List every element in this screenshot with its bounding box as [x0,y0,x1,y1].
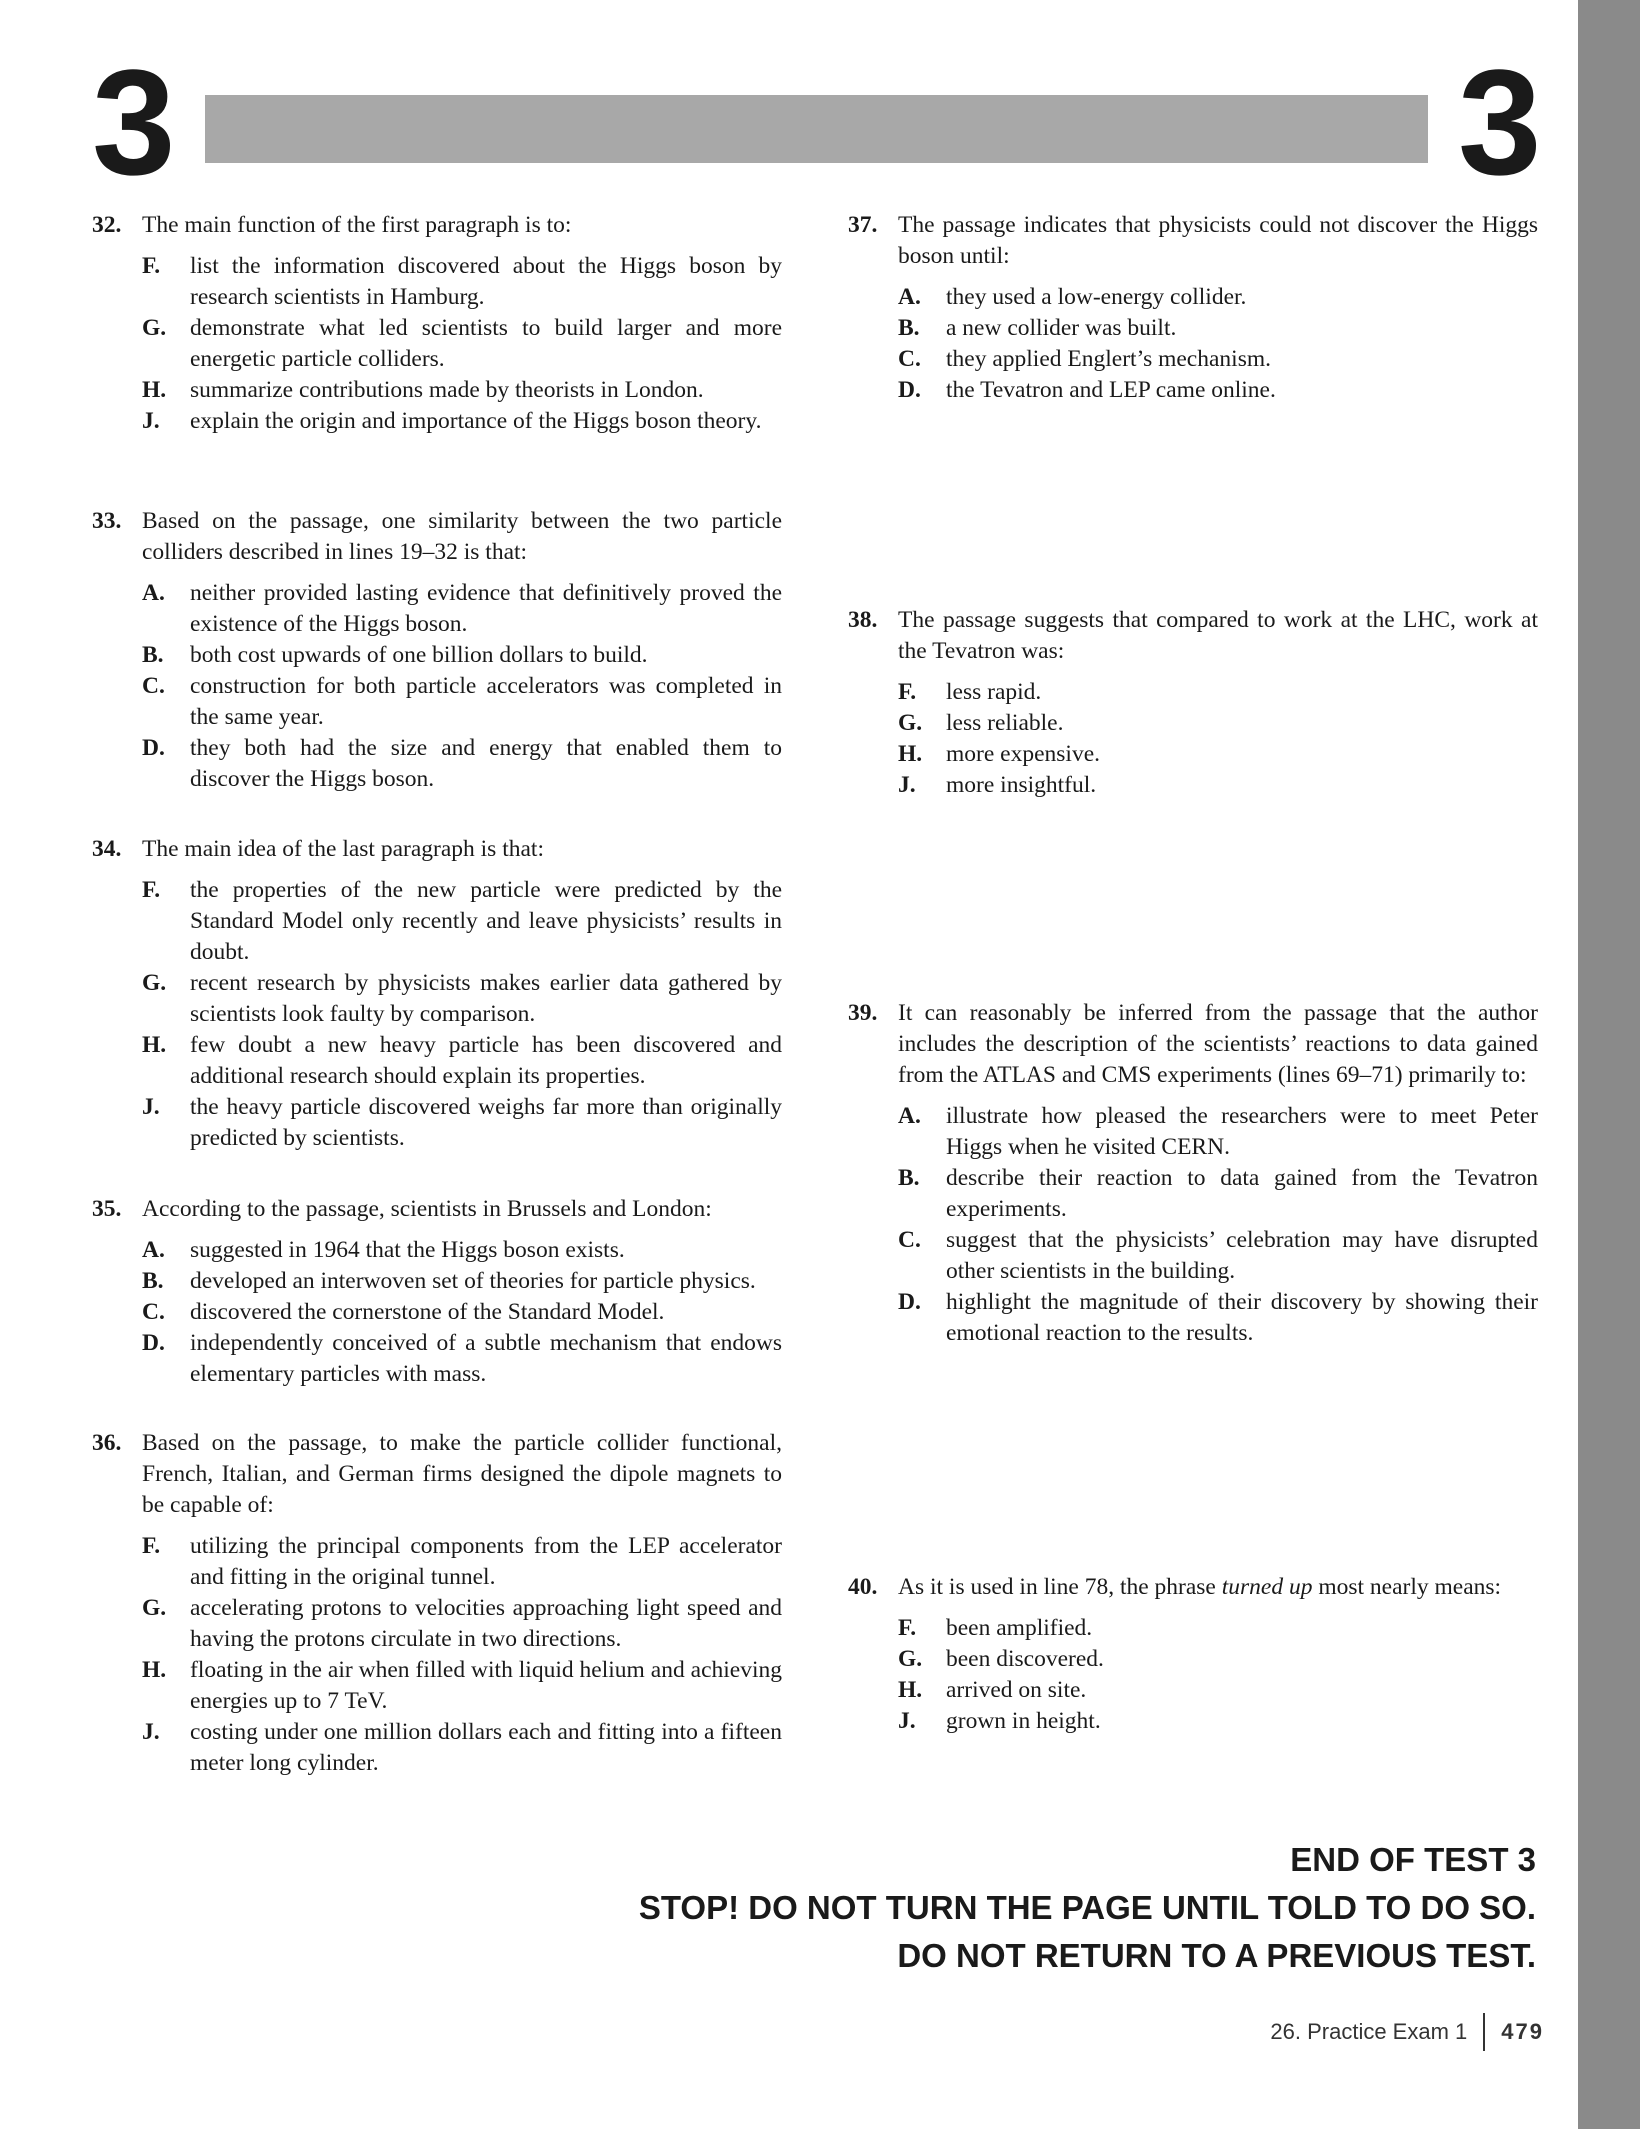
option-text: suggest that the physicists’ celebration may have disrupted other scientists in the building. [946,1227,1538,1284]
end-line-1: END OF TEST 3 [1290,1841,1536,1878]
option-letter: B. [898,315,920,341]
question-37 [848,210,1538,406]
end-line-3: DO NOT RETURN TO A PREVIOUS TEST. [897,1937,1536,1974]
question-stem [92,1428,782,1521]
option-a[interactable] [142,578,782,640]
option-text: a new collider was built. [946,315,1177,341]
options-list [848,282,1538,406]
option-d[interactable] [142,1328,782,1390]
question-number: 39. [848,1000,878,1026]
question-stem [848,1572,1538,1603]
question-text: Based on the passage, to make the particle collider functional, French, Italian, and German firms designed the dipole magnets to be capable of: [142,1430,782,1518]
option-g[interactable] [142,1593,782,1655]
question-text-before: As it is used in line 78, the phrase [898,1574,1222,1600]
option-text: they applied Englert’s mechanism. [946,346,1271,372]
option-text: the Tevatron and LEP came online. [946,377,1276,403]
option-text: explain the origin and importance of the Higgs boson theory. [190,408,762,434]
option-f[interactable] [142,1531,782,1593]
question-35 [92,1194,782,1390]
end-line-2: STOP! DO NOT TURN THE PAGE UNTIL TOLD TO DO SO. [638,1889,1536,1926]
option-letter: B. [898,1165,920,1191]
option-text: costing under one million dollars each and fitting into a fifteen meter long cylinder. [190,1719,782,1776]
option-letter: J. [142,408,160,434]
option-letter: D. [898,377,921,403]
option-letter: H. [142,377,167,403]
option-h[interactable] [142,1655,782,1717]
option-letter: A. [898,1103,921,1129]
option-letter: J. [142,1719,160,1745]
options-list [92,251,782,437]
option-text: describe their reaction to data gained from the Tevatron experiments. [946,1165,1538,1222]
question-39 [848,998,1538,1349]
option-f[interactable] [142,251,782,313]
page-edge-bar [1578,0,1640,2129]
options-list [92,1531,782,1779]
option-letter: G. [898,710,923,736]
option-letter: C. [142,673,165,699]
option-text: recent research by physicists makes earlier data gathered by scientists look faulty by comparison. [190,970,782,1027]
option-letter: G. [898,1646,923,1672]
option-text: more insightful. [946,772,1097,798]
option-letter: H. [898,1677,923,1703]
question-number: 38. [848,607,878,633]
option-g[interactable] [142,968,782,1030]
question-number: 37. [848,212,878,238]
option-c[interactable] [142,1297,782,1328]
question-phrase-italic: turned up [1221,1574,1313,1600]
option-letter: A. [898,284,921,310]
option-a[interactable] [898,282,1538,313]
option-text: the heavy particle discovered weighs far more than originally predicted by scientists. [190,1094,782,1151]
question-36 [92,1428,782,1779]
question-number: 33. [92,508,122,534]
question-number: 35. [92,1196,122,1222]
question-stem [848,210,1538,272]
option-letter: A. [142,1237,165,1263]
question-33 [92,506,782,795]
option-text: grown in height. [946,1708,1101,1734]
option-c[interactable] [898,344,1538,375]
question-number: 32. [92,212,122,238]
option-text: more expensive. [946,741,1101,767]
option-letter: H. [142,1657,167,1683]
option-text: less rapid. [946,679,1042,705]
option-letter: G. [142,315,167,341]
option-a[interactable] [142,1235,782,1266]
question-32 [92,210,782,437]
question-text: The passage suggests that compared to work at the LHC, work at the Tevatron was: [898,607,1538,664]
question-text: The main function of the first paragraph is to: [142,212,572,238]
question-text: It can reasonably be inferred from the passage that the author includes the description of the scientists’ reactions to data gained from the ATLAS and CMS experiments (lines 69–71) primarily to: [898,1000,1538,1088]
end-of-test-notice [536,1836,1536,1980]
option-b[interactable] [898,1163,1538,1225]
option-d[interactable] [898,375,1538,406]
option-letter: J. [142,1094,160,1120]
question-38 [848,605,1538,801]
question-stem [92,210,782,241]
option-text: demonstrate what led scientists to build larger and more energetic particle colliders. [190,315,782,372]
page-footer [1270,2012,1544,2052]
option-letter: G. [142,970,167,996]
option-letter: J. [898,1708,916,1734]
option-letter: D. [142,735,165,761]
options-list [92,578,782,795]
option-j[interactable] [898,770,1538,801]
footer-divider [1483,2013,1485,2051]
option-letter: D. [142,1330,165,1356]
option-g[interactable] [898,1644,1538,1675]
option-f[interactable] [142,875,782,968]
question-text: Based on the passage, one similarity between the two particle colliders described in lines 19–32 is that: [142,508,782,565]
option-text: utilizing the principal components from the LEP accelerator and fitting in the original tunnel. [190,1533,782,1590]
question-stem [848,998,1538,1091]
question-text: The passage indicates that physicists could not discover the Higgs boson until: [898,212,1538,269]
option-letter: D. [898,1289,921,1315]
option-letter: F. [142,1533,161,1559]
option-text: they used a low-energy collider. [946,284,1247,310]
option-letter: F. [142,877,161,903]
option-letter: C. [142,1299,165,1325]
question-number: 40. [848,1574,878,1600]
option-text: highlight the magnitude of their discovery by showing their emotional reaction to the results. [946,1289,1538,1346]
option-text: few doubt a new heavy particle has been discovered and additional research should explain its properties. [190,1032,782,1089]
question-stem [92,1194,782,1225]
options-list [92,1235,782,1390]
option-letter: H. [142,1032,167,1058]
question-text: According to the passage, scientists in Brussels and London: [142,1196,712,1222]
option-letter: J. [898,772,916,798]
question-stem [92,506,782,568]
question-34 [92,834,782,1154]
option-f[interactable] [898,677,1538,708]
option-c[interactable] [142,671,782,733]
options-list [848,1613,1538,1737]
section-number-left: 3 [92,38,174,206]
option-letter: C. [898,1227,921,1253]
option-h[interactable] [898,1675,1538,1706]
question-number: 34. [92,836,122,862]
option-text: suggested in 1964 that the Higgs boson exists. [190,1237,625,1263]
option-text: list the information discovered about the Higgs boson by research scientists in Hamburg. [190,253,782,310]
option-j[interactable] [142,1092,782,1154]
option-text: the properties of the new particle were predicted by the Standard Model only recently and leave physicists’ results in doubt. [190,877,782,965]
option-f[interactable] [898,1613,1538,1644]
option-h[interactable] [142,1030,782,1092]
section-number-right: 3 [1458,38,1540,206]
option-letter: F. [898,1615,917,1641]
option-g[interactable] [898,708,1538,739]
option-g[interactable] [142,313,782,375]
option-d[interactable] [898,1287,1538,1349]
option-letter: F. [142,253,161,279]
footer-chapter: 26. Practice Exam 1 [1270,2019,1468,2044]
option-text: they both had the size and energy that enabled them to discover the Higgs boson. [190,735,782,792]
option-text: neither provided lasting evidence that definitively proved the existence of the Higgs boson. [190,580,782,637]
question-text-after: most nearly means: [1312,1574,1502,1600]
option-text: been discovered. [946,1646,1104,1672]
option-text: independently conceived of a subtle mechanism that endows elementary particles with mass. [190,1330,782,1387]
option-text: construction for both particle accelerators was completed in the same year. [190,673,782,730]
option-b[interactable] [142,640,782,671]
option-letter: A. [142,580,165,606]
question-stem [92,834,782,865]
question-number: 36. [92,1430,122,1456]
option-letter: B. [142,1268,164,1294]
option-j[interactable] [142,406,782,437]
option-text: been amplified. [946,1615,1093,1641]
option-letter: C. [898,346,921,372]
option-text: developed an interwoven set of theories for particle physics. [190,1268,756,1294]
option-text: summarize contributions made by theorists in London. [190,377,704,403]
page-number: 479 [1501,2019,1544,2044]
option-letter: G. [142,1595,167,1621]
option-a[interactable] [898,1101,1538,1163]
option-j[interactable] [898,1706,1538,1737]
question-stem [848,605,1538,667]
option-c[interactable] [898,1225,1538,1287]
option-letter: B. [142,642,164,668]
options-list [92,875,782,1154]
option-d[interactable] [142,733,782,795]
option-b[interactable] [898,313,1538,344]
option-text: less reliable. [946,710,1064,736]
option-j[interactable] [142,1717,782,1779]
option-text: arrived on site. [946,1677,1087,1703]
question-40 [848,1572,1538,1737]
header-band [205,95,1428,163]
option-text: illustrate how pleased the researchers were to meet Peter Higgs when he visited CERN. [946,1103,1538,1160]
options-list [848,1101,1538,1349]
option-text: accelerating protons to velocities approaching light speed and having the protons circulate in two directions. [190,1595,782,1652]
option-h[interactable] [142,375,782,406]
option-h[interactable] [898,739,1538,770]
option-letter: H. [898,741,923,767]
option-text: discovered the cornerstone of the Standard Model. [190,1299,665,1325]
question-text: The main idea of the last paragraph is that: [142,836,544,862]
option-letter: F. [898,679,917,705]
option-text: both cost upwards of one billion dollars to build. [190,642,648,668]
option-b[interactable] [142,1266,782,1297]
options-list [848,677,1538,801]
option-text: floating in the air when filled with liquid helium and achieving energies up to 7 TeV. [190,1657,782,1714]
